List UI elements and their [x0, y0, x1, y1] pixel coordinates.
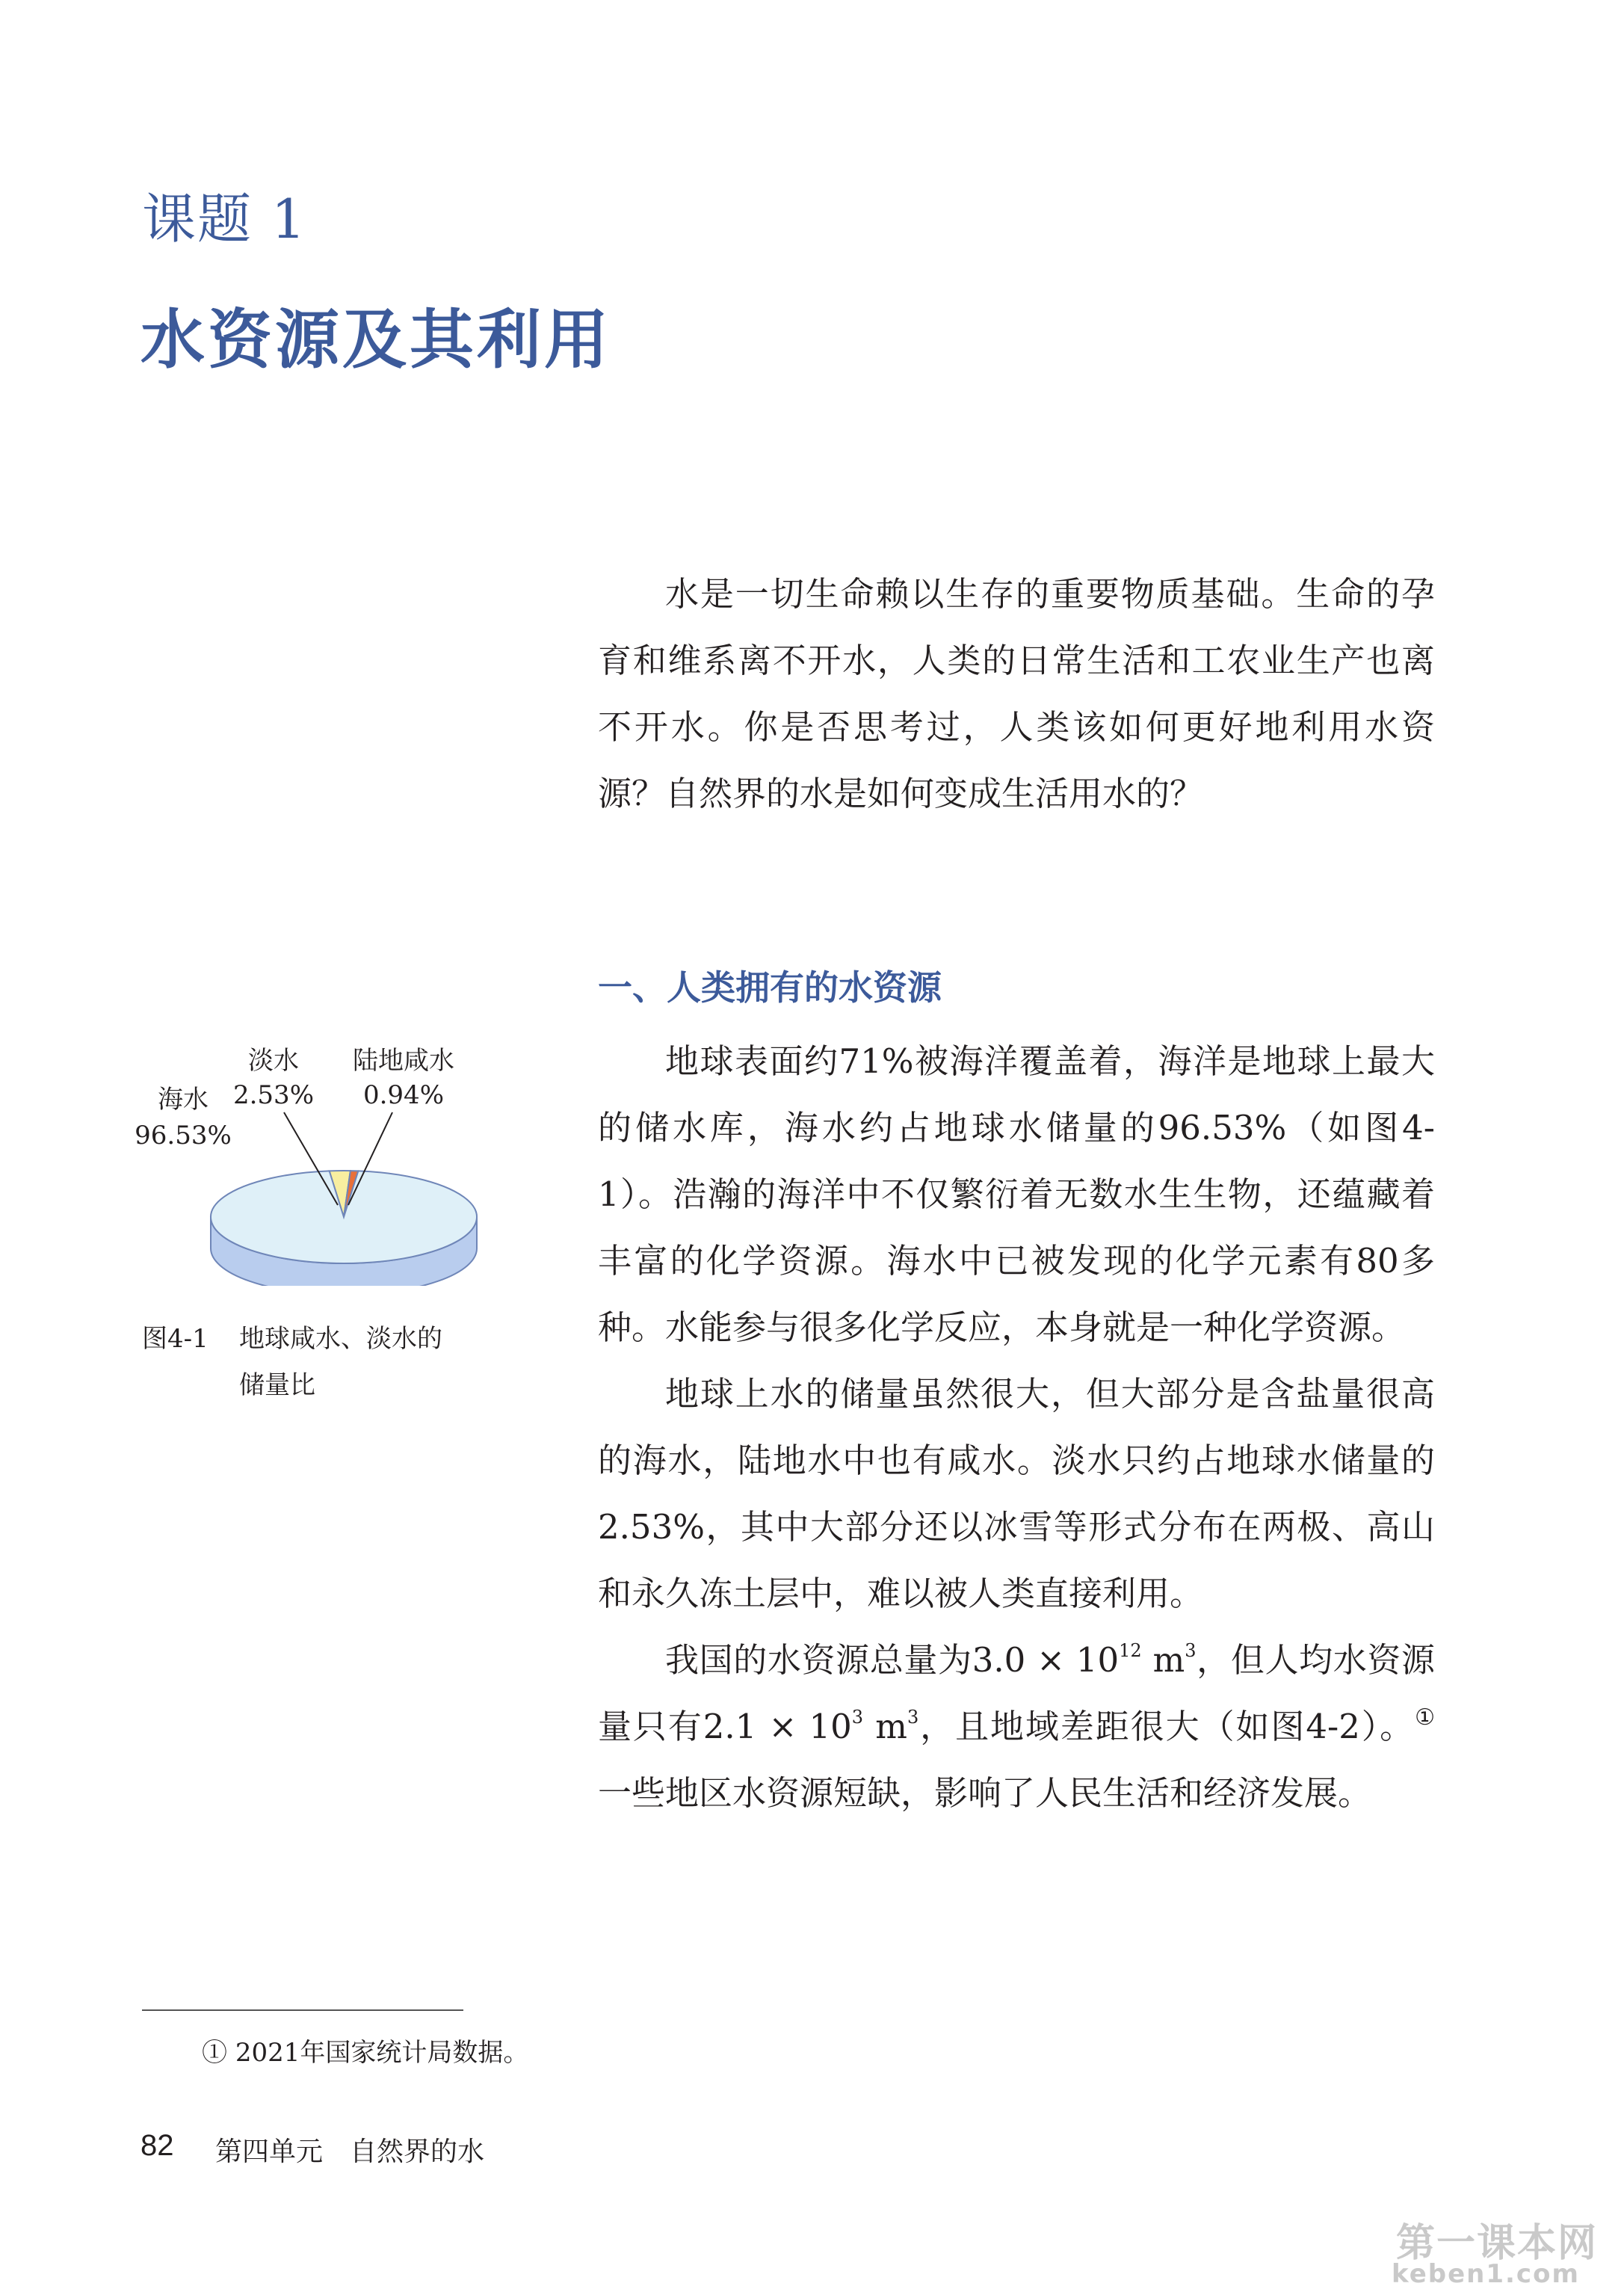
intro-paragraph: 水是一切生命赖以生存的重要物质基础。生命的孕育和维系离不开水，人类的日常生活和工农业生产也离不开水。你是否思考过，人类该如何更好地利用水资源？自然界的水是如何变成生活用水的？: [598, 574, 1435, 813]
caption-line-2: 储量比: [239, 1370, 315, 1400]
p3-text-e: ，且地域差距很大（如图4-2）。: [918, 1707, 1415, 1746]
pie-label-land-saltwater-value: 0.94%: [362, 1080, 445, 1110]
p3-exponent-1: 12: [1119, 1640, 1142, 1661]
pie-chart-marks: [211, 1171, 477, 1286]
p3-text-c: ，但人均水资源量只有2.1 × 10: [598, 1640, 1435, 1746]
pie-chart: [127, 1039, 516, 1289]
pie-label-seawater-name: 海水: [158, 1085, 209, 1115]
caption-number: 图4-1: [142, 1324, 209, 1354]
p3-exponent-3: 3: [851, 1707, 864, 1728]
p3-text-b: m: [1141, 1640, 1185, 1680]
section-body: [598, 1028, 1435, 1826]
page-title: 水资源及其利用: [141, 302, 611, 378]
page-number: 82: [141, 2129, 174, 2162]
footnote-text: 2021年国家统计局数据。: [235, 2038, 529, 2068]
pie-label-freshwater-value: 2.53%: [232, 1080, 315, 1110]
intro-block: [598, 561, 1435, 827]
lesson-label: 课题 1: [142, 188, 307, 250]
footnote-divider: [142, 2009, 463, 2011]
p3-text-f: 一些地区水资源短缺，影响了人民生活和经济发展。: [598, 1773, 1372, 1813]
paragraph-china-resources: [598, 1627, 1435, 1826]
p3-text-a: 我国的水资源总量为3.0 × 10: [665, 1640, 1120, 1680]
p3-exponent-2: 3: [1185, 1640, 1197, 1661]
footnote-reference[interactable]: ①: [1415, 1704, 1436, 1731]
caption-line-1: [142, 1316, 501, 1362]
p3-exponent-4: 3: [907, 1707, 919, 1728]
watermark-name: 第一课本网: [1396, 2221, 1599, 2266]
section-heading: 一、人类拥有的水资源: [598, 967, 942, 1008]
pie-label-freshwater-name: 淡水: [248, 1046, 299, 1076]
watermark-url: keben1.com: [1392, 2259, 1580, 2289]
figure-caption: [142, 1316, 501, 1408]
chapter-title: 第四单元 自然界的水: [215, 2137, 485, 2167]
pie-chart-svg: [127, 1039, 516, 1286]
paragraph-freshwater: 地球上水的储量虽然很大，但大部分是含盐量很高的海水，陆地水中也有咸水。淡水只约占地球水储量的2.53%，其中大部分还以冰雪等形式分布在两极、高山和永久冻土层中，难以被人类直接利用。: [598, 1374, 1435, 1613]
footnote-mark: ①: [202, 2038, 227, 2068]
footnote: [202, 2032, 528, 2068]
pie-label-seawater-value: 96.53%: [135, 1121, 232, 1150]
paragraph-ocean: 地球表面约71%被海洋覆盖着，海洋是地球上最大的储水库，海水约占地球水储量的96.53%（如图4-1）。浩瀚的海洋中不仅繁衍着无数水生生物，还蕴藏着丰富的化学资源。海水中已被发现的化学元素有80多种。水能参与很多化学反应，本身就是一种化学资源。: [598, 1041, 1435, 1347]
p3-text-d: m: [863, 1707, 907, 1746]
pie-label-land-saltwater-name: 陆地咸水: [353, 1046, 454, 1076]
caption-text-1: 地球咸水、淡水的: [239, 1324, 442, 1354]
